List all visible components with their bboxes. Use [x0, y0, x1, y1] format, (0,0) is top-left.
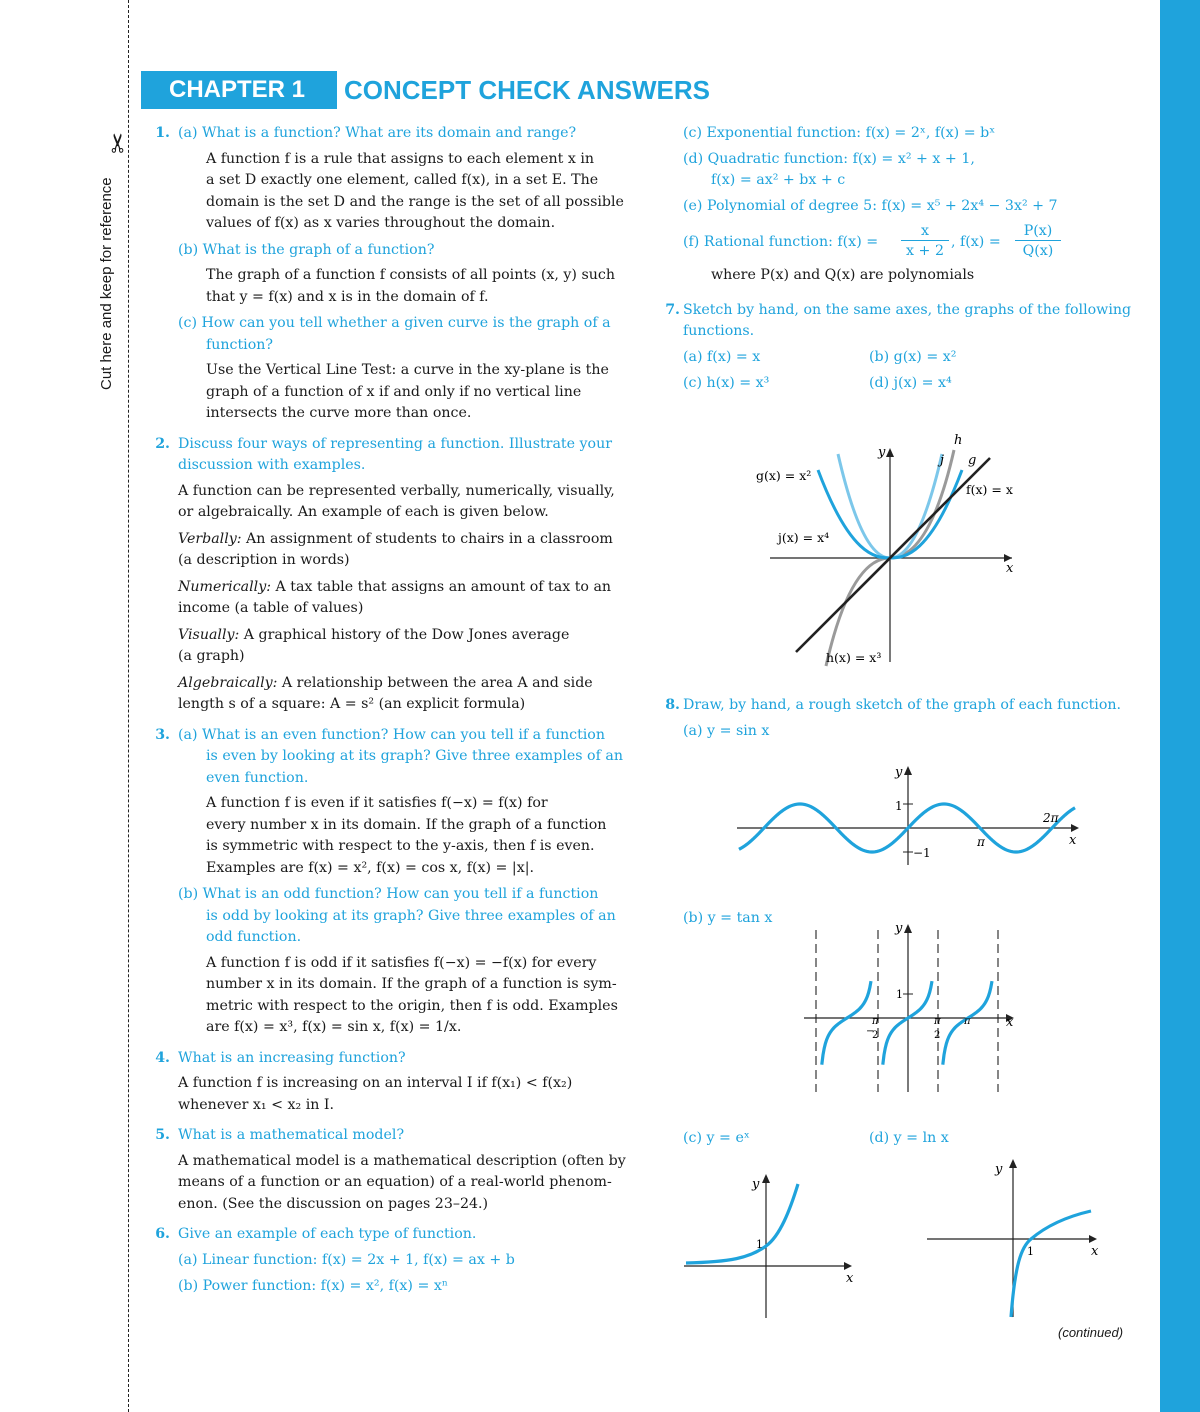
- q6a-linear: (a) Linear function: f(x) = 2x + 1, f(x) = ax + b: [178, 1251, 515, 1268]
- svg-text:y: y: [752, 1177, 760, 1192]
- question-8: 8. Draw, by hand, a rough sketch of the graph of each function. (a) y = sin x: [683, 695, 1143, 742]
- q2-question: Discuss four ways of representing a function. Illustrate your discussion with examples.: [178, 435, 613, 473]
- label-g: g(x) = x²: [756, 468, 812, 483]
- q3a-question: (a) What is an even function? How can you tell if a function is even by looking at its graph? Give three examples of an even function.: [178, 726, 623, 786]
- exponential-graph: [680, 1170, 870, 1320]
- ln-curve: [1011, 1211, 1091, 1317]
- question-3: 3. (a) What is an even function? How can you tell if a function is even by looking at its graph? Give three examples of an even function. A function f is even if it satisfies f(−x) = f(x) for every number x in its domain. If the graph of a function is symmetric with respect to the y-axis, then f is even. Examples are f(x) = x², f(x) = cos x, f(x) = |x|. (b) What is an odd function? How can you tell if a function is odd by looking at its graph? Give three examples of an odd function. A function f is odd if it satisfies f(−x) = −f(x) for every number x in its domain. If the graph of a function is sym- metric with respect to the origin, then f is odd. Examples are f(x) = x³, f(x) = sin x, f(x) = 1/x.: [150, 725, 630, 1039]
- chapter-label: CHAPTER 1: [141, 71, 337, 109]
- left-column: [150, 123, 630, 1298]
- question-4: 4. What is an increasing function? A function f is increasing on an interval I if f(x₁) < f(x₂) whenever x₁ < x₂ in I.: [150, 1048, 630, 1117]
- scissors-icon: ✂: [103, 132, 134, 154]
- q1c-question: (c) How can you tell whether a given curve is the graph of a function?: [178, 315, 611, 353]
- cut-instruction: Cut here and keep for reference: [98, 177, 115, 390]
- continued-note: (continued): [1058, 1325, 1124, 1340]
- svg-text:2π: 2π: [1043, 811, 1059, 825]
- question-1: 1. (a) What is a function? What are its domain and range? A function f is a rule that assigns to each element x in a set D exactly one element, called f(x), in a set E. The domain is the set D and the range is the set of all possible values of f(x) as x varies throughout the domain. (b) What is the graph of a function? The graph of a function f consists of all points (x, y) such that y = f(x) and x is in the domain of f. (c) How can you tell whether a given curve is the graph of a function? Use the Vertical Line Test: a curve in the xy-plane is the graph of a function of x if and only if no vertical line intersects the curve more than once.: [150, 123, 630, 425]
- q6f-rational: (f) Rational function: f(x) = x x + 2 , f(x) = P(x) Q(x): [683, 225, 1143, 261]
- q1b-answer: The graph of a function f consists of all points (x, y) such that y = f(x) and x is in the domain of f.: [206, 267, 615, 305]
- question-7: 7. Sketch by hand, on the same axes, the graphs of the following functions. (a) f(x) = x (b) g(x) = x² (c) h(x) = x³ (d) j(x) = x⁴: [683, 300, 1143, 395]
- question-5: 5. What is a mathematical model? A mathematical model is a mathematical description (often by means of a function or an equation) of a real-world phenom- enon. (See the discussion on pages 23–24.): [150, 1125, 630, 1215]
- svg-text:π: π: [872, 1016, 879, 1027]
- q7-power-functions-graph: [740, 430, 1040, 670]
- q1c-answer: Use the Vertical Line Test: a curve in the xy-plane is the graph of a function of x if and only if no vertical line intersects the curve more than once.: [206, 362, 609, 421]
- tangent-graph: [800, 920, 1030, 1100]
- exp-curve: [686, 1184, 798, 1263]
- q3a-answer: A function f is even if it satisfies f(−x) = f(x) for every number x in its domain. If the graph of a function is symmetric with respect to the y-axis, then f is even. Examples are f(x) = x², f(x) = cos x, f(x) = |x|.: [206, 795, 607, 876]
- svg-text:π: π: [964, 1016, 971, 1027]
- right-column: [665, 123, 1143, 395]
- svg-text:y: y: [895, 765, 903, 780]
- tan-branch-1: [822, 981, 871, 1065]
- q1a-question: (a) What is a function? What are its domain and range?: [178, 125, 577, 141]
- svg-text:1: 1: [756, 1238, 763, 1251]
- q4-answer: A function f is increasing on an interval I if f(x₁) < f(x₂) whenever x₁ < x₂ in I.: [178, 1075, 573, 1113]
- q1b-question: (b) What is the graph of a function?: [178, 241, 435, 258]
- q6d-quadratic: (d) Quadratic function: f(x) = x² + x + 1, f(x) = ax² + bx + c: [683, 150, 975, 188]
- q2-answer: A function can be represented verbally, numerically, visually, or algebraically. An example of each is given below.: [178, 482, 615, 520]
- question-2: 2. Discuss four ways of representing a function. Illustrate your discussion with examples. A function can be represented verbally, numerically, visually, or algebraically. An example of each is given below. Verbally: An assignment of students to chairs in a classroom (a description in words) Numerically: A tax table that assigns an amount of tax to an income (a table of values) Visually: A graphical history of the Dow Jones average (a graph) Algebraically: A relationship between the area A and side length s of a square: A = s² (an explicit formula): [150, 434, 630, 716]
- q6f-where: where P(x) and Q(x) are polynomials: [711, 267, 975, 283]
- logarithm-graph: [925, 1155, 1115, 1320]
- q8d-label: (d) y = ln x: [869, 1130, 949, 1146]
- side-tab-bar: [1160, 0, 1200, 1412]
- q7-question: Sketch by hand, on the same axes, the graphs of the following functions.: [683, 301, 1132, 339]
- tag-g: g: [968, 453, 977, 468]
- q8-question: Draw, by hand, a rough sketch of the graph of each function.: [683, 697, 1122, 713]
- tag-h: h: [954, 433, 963, 448]
- q3b-question: (b) What is an odd function? How can you tell if a function is odd by looking at its graph? Give three examples of an odd function.: [178, 886, 616, 945]
- q7-x-label: x: [1006, 561, 1014, 576]
- q6c-exponential: (c) Exponential function: f(x) = 2ˣ, f(x) = bˣ: [683, 125, 996, 141]
- svg-text:y: y: [995, 1162, 1003, 1177]
- svg-text:1: 1: [1027, 1245, 1034, 1258]
- svg-text:x: x: [1069, 833, 1077, 848]
- cut-line: [128, 0, 129, 1412]
- svg-text:2: 2: [872, 1030, 879, 1041]
- sine-graph: [735, 760, 1085, 870]
- svg-text:x: x: [846, 1271, 854, 1286]
- q2-numerically: Numerically: A tax table that assigns an amount of tax to an income (a table of values): [178, 578, 612, 616]
- q4-question: What is an increasing function?: [178, 1049, 406, 1066]
- svg-text:π: π: [934, 1016, 941, 1027]
- svg-text:x: x: [1091, 1244, 1099, 1259]
- svg-text:π: π: [977, 835, 985, 849]
- svg-text:2: 2: [934, 1030, 941, 1041]
- svg-text:1: 1: [895, 799, 903, 813]
- q8a-label: (a) y = sin x: [683, 722, 770, 739]
- q6b-power: (b) Power function: f(x) = x², f(x) = xⁿ: [178, 1278, 448, 1294]
- label-j: j(x) = x⁴: [778, 530, 830, 545]
- tag-j: j: [940, 453, 945, 468]
- q1a-answer: A function f is a rule that assigns to each element x in a set D exactly one element, called f(x), in a set E. The domain is the set D and the range is the set of all possible values of f(x) as x varies throughout the domain.: [206, 150, 624, 231]
- svg-text:y: y: [895, 921, 903, 936]
- q7-y-arrow: [886, 448, 894, 457]
- question-6: 6. Give an example of each type of function. (a) Linear function: f(x) = 2x + 1, f(x) = ax + b (b) Power function: f(x) = x², f(x) = xⁿ: [150, 1224, 630, 1298]
- svg-text:1: 1: [896, 988, 903, 1001]
- q2-visually: Visually: A graphical history of the Dow Jones average (a graph): [178, 626, 570, 664]
- q6-question: Give an example of each type of function.: [178, 1226, 477, 1242]
- q7-y-label: y: [878, 445, 886, 460]
- q5-answer: A mathematical model is a mathematical description (often by means of a function or an equation) of a real-world phenom- enon. (See the discussion on pages 23–24.): [178, 1152, 626, 1212]
- label-h: h(x) = x³: [826, 650, 882, 665]
- q7-parts: (a) f(x) = x (b) g(x) = x² (c) h(x) = x³ (d) j(x) = x⁴: [683, 348, 957, 391]
- q8b-label: (b) y = tan x: [683, 910, 773, 926]
- svg-text:−: −: [866, 1026, 875, 1037]
- q5-question: What is a mathematical model?: [178, 1127, 405, 1143]
- q2-algebraically: Algebraically: A relationship between the area A and side length s of a square: A = s² (an explicit formula): [178, 674, 593, 712]
- label-f: f(x) = x: [966, 482, 1013, 497]
- q8c-label: (c) y = eˣ: [683, 1130, 750, 1146]
- svg-text:x: x: [1006, 1015, 1014, 1030]
- q2-verbally: Verbally: An assignment of students to chairs in a classroom (a description in words): [178, 530, 613, 568]
- page-title: CONCEPT CHECK ANSWERS: [344, 75, 710, 105]
- svg-text:−1: −1: [913, 846, 931, 860]
- q6e-polynomial: (e) Polynomial of degree 5: f(x) = x⁵ + 2x⁴ − 3x² + 7: [683, 197, 1058, 214]
- q3b-answer: A function f is odd if it satisfies f(−x) = −f(x) for every number x in its domain. If the graph of a function is sym- metric with respect to the origin, then f is odd. Examples are f(x) = x³, f(x) = sin x, f(x) = 1/x.: [206, 954, 618, 1035]
